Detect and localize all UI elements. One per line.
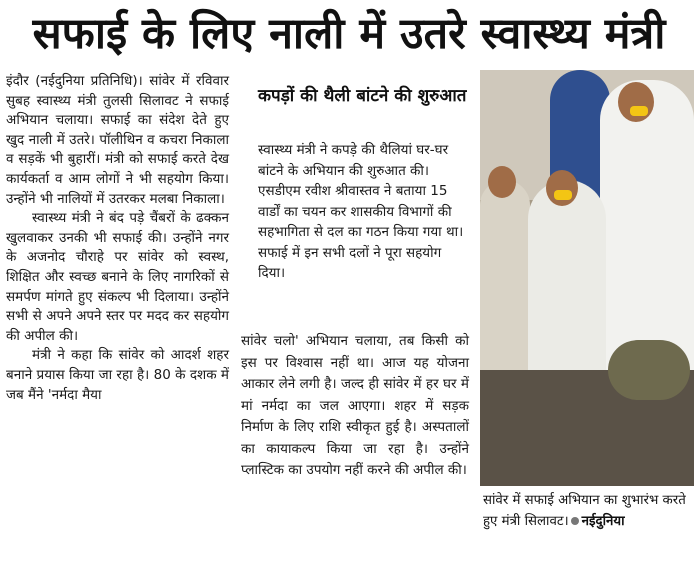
photo-waste-basket <box>608 340 690 400</box>
news-photo <box>480 70 694 486</box>
photo-head-left <box>488 166 516 198</box>
photo-person-left <box>480 180 530 400</box>
headline: सफाई के लिए नाली में उतरे स्वास्थ्य मंत्री <box>32 9 666 59</box>
photo-head-minister <box>618 82 654 122</box>
photo-face-mask <box>630 106 648 116</box>
caption-brand: नईदुनिया <box>581 514 625 529</box>
paragraph-1: इंदौर (नईदुनिया प्रतिनिधि)। सांवेर में रविवार सुबह स्वास्थ्य मंत्री तुलसी सिलावट ने सफाई अभियान चलाया। सफाई का संदेश देते हुए खुद नाली में उतरे। पॉलीथिन व कचरा निकाला व सड़कें भी बुहारीं। मंत्री को सफाई करते देख कार्यकर्ता व आम लोगों ने भी सहयोग किया। उन्होंने भी नालियों में उतरकर मलबा निकाला। <box>6 73 229 207</box>
caption-text: सांवेर में सफाई अभियान का शुभारंभ करते हुए मंत्री सिलावट। <box>483 493 686 529</box>
paragraph-continued: सांवेर चलो' अभियान चलाया, तब किसी को इस पर विश्वास नहीं था। आज यह योजना आकार लेने लगी है। जल्द ही सांवेर में हर घर में मां नर्मदा का जल आएगा। शहर में सड़क निर्माण के लिए राशि स्वीकृत हुई है। अस्पतालों का कायाकल्प किया जा रहा है। उन्होंने प्लास्टिक का उपयोग नहीं करने की अपील की। <box>241 333 469 478</box>
box-text: स्वास्थ्य मंत्री ने कपड़े की थैलियां घर-घर बांटने के अभियान की शुरुआत की। एसडीएम रवीश श्रीवास्तव ने बताया 15 वार्डों का चयन कर शासकीय विभागों की सहभागिता से दल का गठन किया गया था। सफाई में इन सभी दलों ने पूरा सहयोग दिया। <box>258 142 464 281</box>
bullet-dot-icon <box>571 517 579 525</box>
photo-face-mask <box>554 190 572 200</box>
box-subhead: कपड़ों की थैली बांटने की शुरुआत <box>258 86 467 106</box>
paragraph-3: मंत्री ने कहा कि सांवेर को आदर्श शहर बनाने प्रयास किया जा रहा है। 80 के दशक में जब मैंने 'नर्मदा मैया <box>6 347 229 403</box>
article-column-2 <box>241 331 469 482</box>
paragraph-2: स्वास्थ्य मंत्री ने बंद पड़े चैंबरों के ढक्कन खुलवाकर उनकी भी सफाई की। उन्होंने नगर के अजनोद चौराहे पर सांवेर को स्वस्थ, शिक्षित और स्वच्छ बनाने के लिए नागरिकों से समर्पण मांगते हुए संकल्प भी दिलाया। उन्होंने सभी से अपने अपने स्तर पर मदद कर सहयोग की अपील की। <box>6 210 229 344</box>
photo-caption <box>483 490 695 532</box>
photo-head-center <box>546 170 578 206</box>
article-column-1 <box>6 72 229 405</box>
